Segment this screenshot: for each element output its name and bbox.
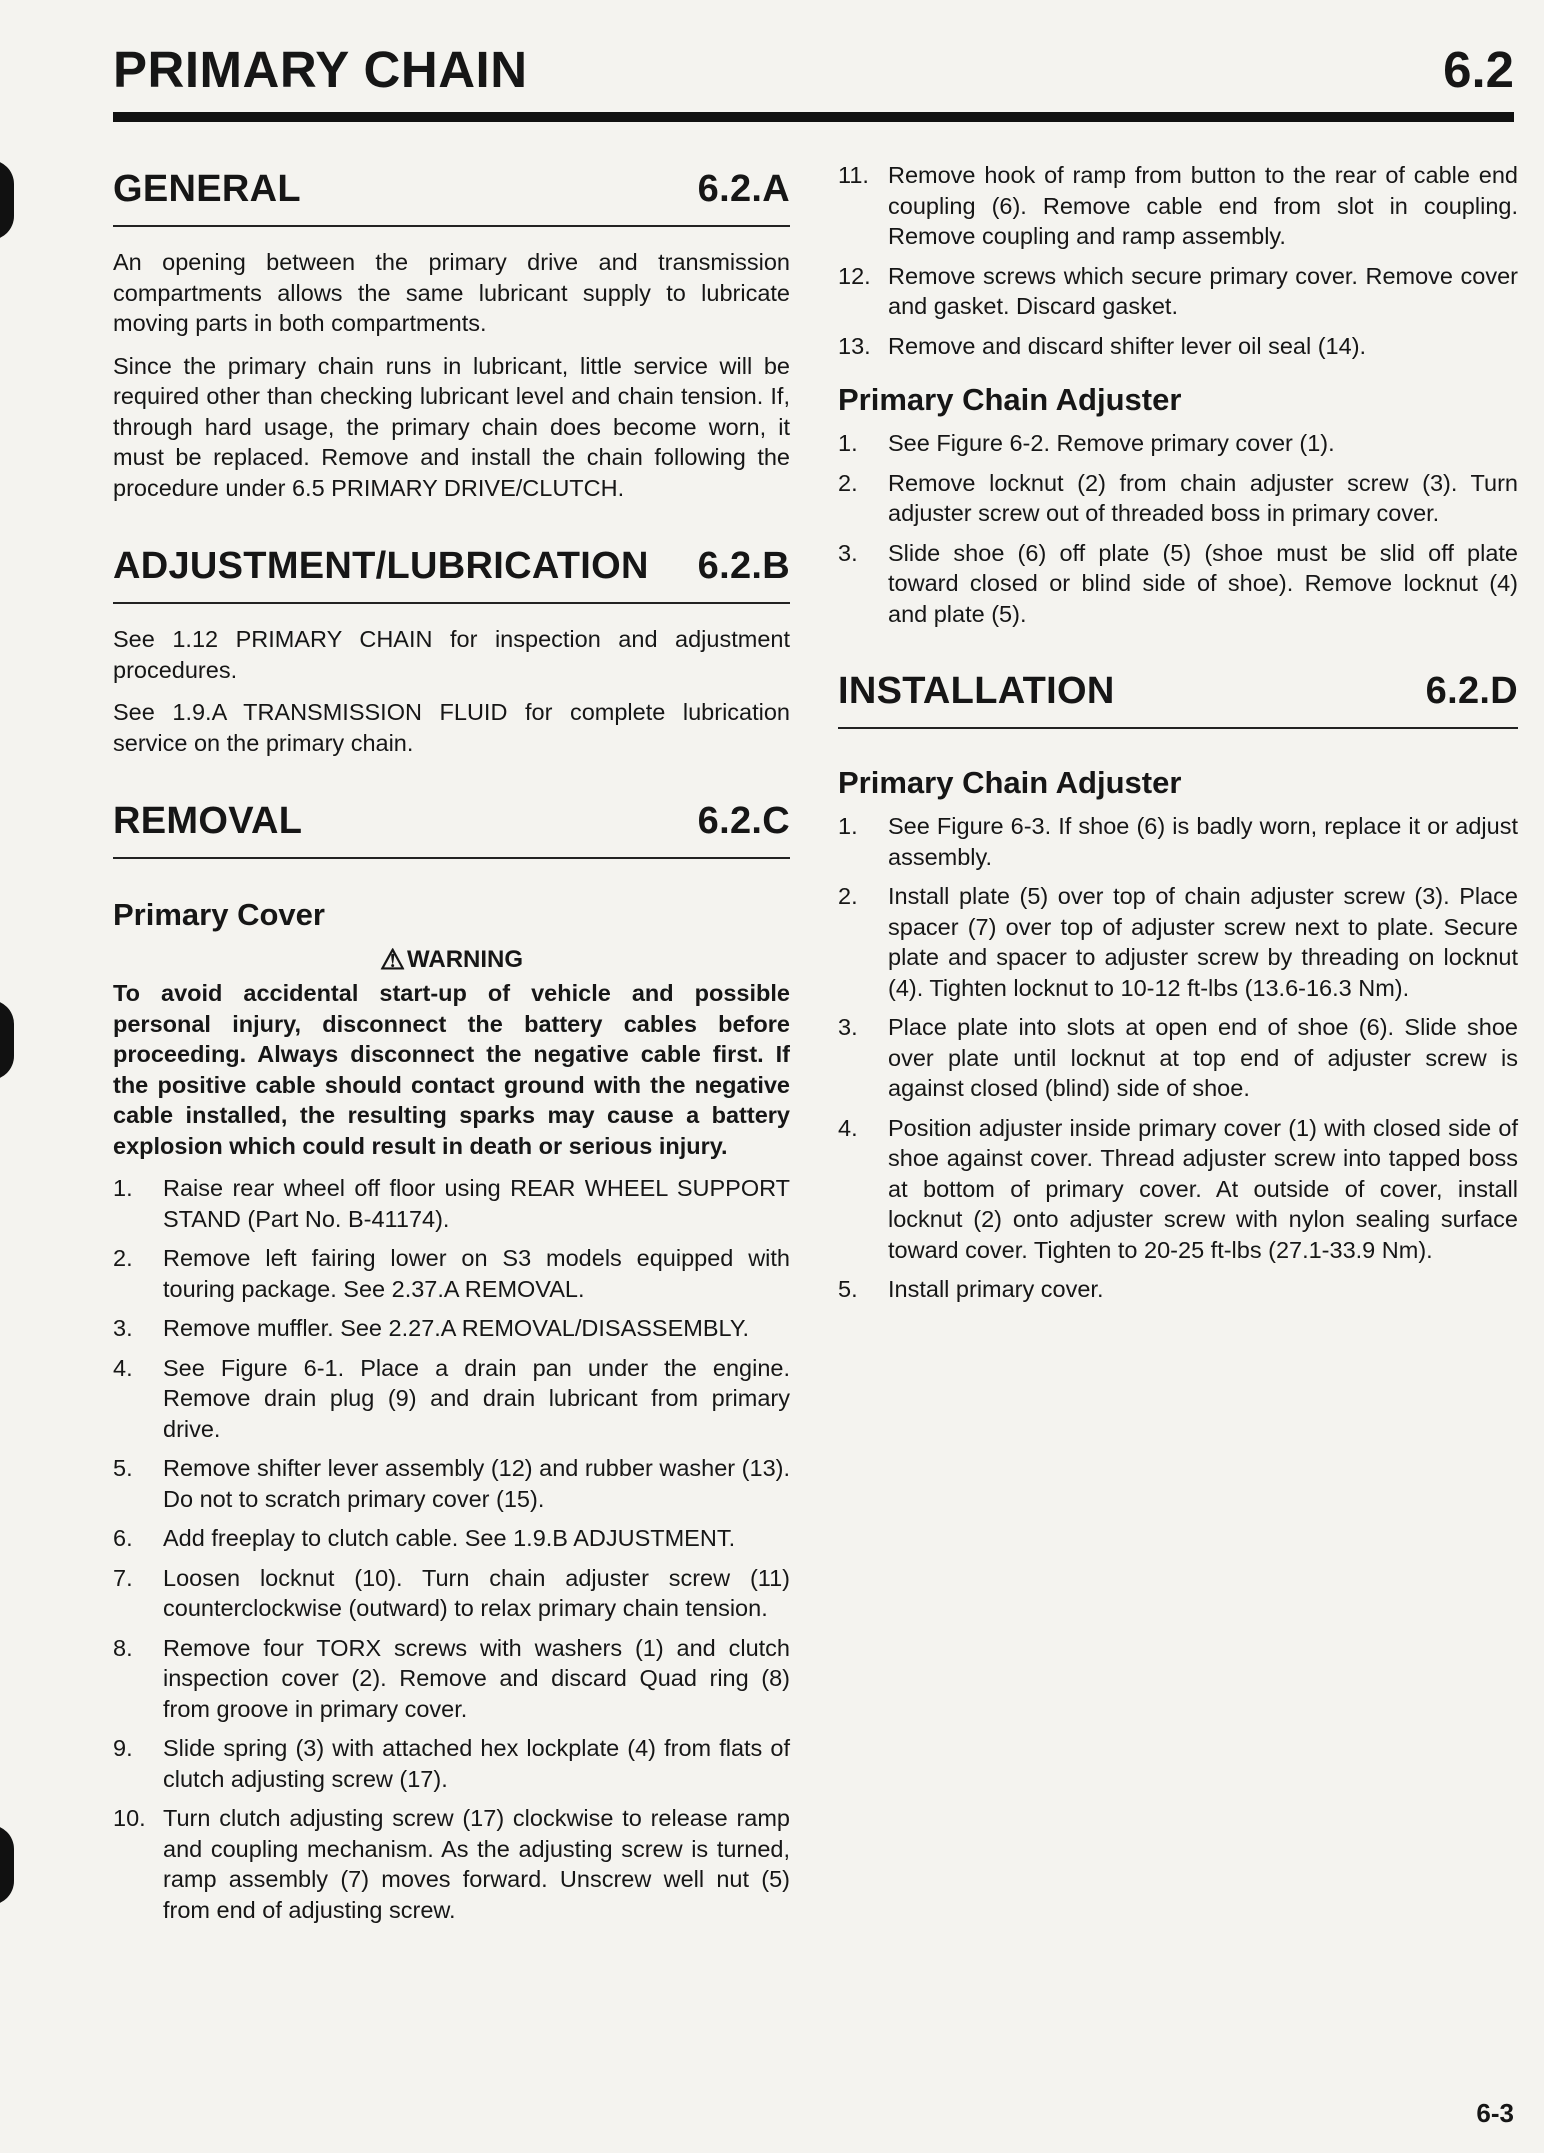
list-item bbox=[838, 428, 1518, 459]
step-number: 3. bbox=[838, 539, 858, 566]
page-number: 6-3 bbox=[1476, 2098, 1514, 2128]
step-number: 4. bbox=[113, 1354, 133, 1381]
step-number: 7. bbox=[113, 1564, 133, 1591]
binder-hole-bottom bbox=[0, 1825, 14, 1905]
step-number: 8. bbox=[113, 1634, 133, 1661]
warning-label: WARNING bbox=[407, 946, 524, 973]
step-number: 2. bbox=[838, 469, 858, 496]
step-number: 2. bbox=[838, 883, 858, 909]
section-general-title: GENERAL bbox=[113, 168, 301, 210]
list-item bbox=[838, 538, 1518, 630]
section-installation-heading bbox=[838, 670, 1518, 729]
step-number: 4. bbox=[838, 1114, 858, 1141]
section-installation-title: INSTALLATION bbox=[838, 670, 1115, 712]
list-item bbox=[113, 1563, 790, 1624]
step-text: Place plate into slots at open end of shoe (6). Slide shoe over plate until locknut at top end of adjuster screw is against closed (blind) side of shoe. bbox=[888, 1014, 1518, 1101]
list-item bbox=[838, 1012, 1518, 1104]
adjustment-paragraph-2: See 1.9.A TRANSMISSION FLUID for complete lubrication service on the primary chain. bbox=[113, 699, 790, 756]
page-title: PRIMARY CHAIN bbox=[113, 41, 528, 98]
step-number: 6. bbox=[113, 1525, 133, 1551]
list-item bbox=[113, 1173, 790, 1234]
step-text: Remove screws which secure primary cover. Remove cover and gasket. Discard gasket. bbox=[888, 262, 1518, 319]
list-item bbox=[113, 1243, 790, 1304]
warning-triangle-icon: ⚠ bbox=[379, 944, 406, 975]
warning-heading bbox=[113, 943, 790, 976]
installation-chain-adjuster-steps bbox=[838, 811, 1518, 1305]
step-text: Install primary cover. bbox=[888, 1276, 1104, 1302]
section-general-number: 6.2.A bbox=[697, 168, 790, 210]
section-removal-number: 6.2.C bbox=[697, 800, 790, 842]
step-number: 5. bbox=[113, 1455, 133, 1481]
step-number: 1. bbox=[113, 1175, 133, 1201]
removal-chain-adjuster-subtitle: Primary Chain Adjuster bbox=[838, 382, 1182, 417]
right-column bbox=[838, 160, 1518, 1314]
step-text: Remove left fairing lower on S3 models equipped with touring package. See 2.37.A REMOVAL. bbox=[163, 1245, 790, 1302]
step-text: Remove four TORX screws with washers (1) and clutch inspection cover (2). Remove and discard Quad ring (8) from groove in primary cover. bbox=[163, 1634, 790, 1722]
list-item bbox=[113, 1353, 790, 1445]
step-number: 11. bbox=[838, 162, 869, 188]
step-number: 10. bbox=[113, 1805, 146, 1831]
list-item bbox=[838, 468, 1518, 529]
step-text: Remove hook of ramp from button to the rear of cable end coupling (6). Remove cable end from slot in coupling. Remove coupling and ramp assembly. bbox=[888, 162, 1518, 249]
list-item bbox=[113, 1523, 790, 1554]
adjustment-paragraph-1: See 1.12 PRIMARY CHAIN for inspection and adjustment procedures. bbox=[113, 626, 790, 683]
removal-chain-adjuster-steps bbox=[838, 428, 1518, 629]
step-text: Loosen locknut (10). Turn chain adjuster screw (11) counterclockwise (outward) to relax primary chain tension. bbox=[163, 1564, 790, 1621]
section-removal-title: REMOVAL bbox=[113, 800, 303, 842]
primary-cover-subtitle: Primary Cover bbox=[113, 897, 325, 932]
removal-primary-cover-steps-continued bbox=[838, 160, 1518, 361]
general-paragraph-2: Since the primary chain runs in lubricant, little service will be required other than checking lubricant level and chain tension. If, through hard usage, the primary chain does become worn, it must be replaced. Remove and install the chain following the procedure under 6.5 PRIMARY DRIVE/CLUTCH. bbox=[113, 352, 790, 501]
list-item bbox=[838, 160, 1518, 252]
left-column bbox=[113, 160, 790, 1934]
section-adjustment-heading bbox=[113, 545, 790, 604]
step-number: 13. bbox=[838, 332, 871, 359]
step-number: 12. bbox=[838, 262, 871, 289]
step-text: Remove locknut (2) from chain adjuster screw (3). Turn adjuster screw out of threaded boss in primary cover. bbox=[888, 469, 1518, 526]
step-number: 1. bbox=[838, 430, 858, 456]
step-text: See Figure 6-1. Place a drain pan under the engine. Remove drain plug (9) and drain lubricant from primary drive. bbox=[163, 1354, 790, 1442]
binder-hole-top bbox=[0, 160, 14, 240]
list-item bbox=[113, 1803, 790, 1925]
step-number: 3. bbox=[838, 1014, 858, 1040]
step-number: 9. bbox=[113, 1735, 133, 1761]
list-item bbox=[838, 331, 1518, 362]
list-item bbox=[838, 881, 1518, 1003]
removal-primary-cover-steps bbox=[113, 1173, 790, 1925]
step-number: 5. bbox=[838, 1276, 858, 1302]
step-text: Remove muffler. See 2.27.A REMOVAL/DISASSEMBLY. bbox=[163, 1315, 750, 1341]
section-general-heading bbox=[113, 168, 790, 227]
list-item bbox=[838, 1274, 1518, 1305]
list-item bbox=[113, 1633, 790, 1725]
step-number: 1. bbox=[838, 813, 858, 839]
step-text: Remove shifter lever assembly (12) and rubber washer (13). Do not to scratch primary cover (15). bbox=[163, 1455, 790, 1512]
step-text: Raise rear wheel off floor using REAR WHEEL SUPPORT STAND (Part No. B-41174). bbox=[163, 1175, 790, 1232]
step-text: See Figure 6-2. Remove primary cover (1). bbox=[888, 430, 1335, 456]
list-item bbox=[838, 811, 1518, 872]
installation-chain-adjuster-subtitle: Primary Chain Adjuster bbox=[838, 765, 1182, 800]
list-item bbox=[113, 1733, 790, 1794]
section-adjustment-number: 6.2.B bbox=[697, 545, 790, 587]
list-item bbox=[113, 1453, 790, 1514]
step-text: Slide spring (3) with attached hex lockplate (4) from flats of clutch adjusting screw (17). bbox=[163, 1735, 790, 1792]
header-rule bbox=[113, 112, 1514, 122]
step-text: Position adjuster inside primary cover (1) with closed side of shoe against cover. Thread adjuster screw into tapped boss at bottom of primary cover. At outside of cover, install locknut (2) onto adjuster screw with nylon sealing surface toward cover. Tighten to 20-25 ft-lbs (27.1-33.9 Nm). bbox=[888, 1114, 1518, 1263]
step-text: Remove and discard shifter lever oil seal (14). bbox=[888, 332, 1367, 359]
step-text: Add freeplay to clutch cable. See 1.9.B ADJUSTMENT. bbox=[163, 1525, 736, 1551]
step-text: Slide shoe (6) off plate (5) (shoe must be slid off plate toward closed or blind side of shoe). Remove locknut (4) and plate (5). bbox=[888, 539, 1518, 627]
list-item bbox=[113, 1313, 790, 1344]
general-paragraph-1: An opening between the primary drive and transmission compartments allows the same lubricant supply to lubricate moving parts in both compartments. bbox=[113, 249, 790, 336]
step-text: See Figure 6-3. If shoe (6) is badly worn, replace it or adjust assembly. bbox=[888, 813, 1518, 870]
section-adjustment-title: ADJUSTMENT/LUBRICATION bbox=[113, 545, 649, 587]
step-number: 3. bbox=[113, 1315, 133, 1341]
step-number: 2. bbox=[113, 1245, 133, 1271]
list-item bbox=[838, 1113, 1518, 1266]
section-number: 6.2 bbox=[1443, 41, 1514, 98]
list-item bbox=[838, 261, 1518, 322]
section-removal-heading bbox=[113, 800, 790, 859]
warning-text: To avoid accidental start-up of vehicle and possible personal injury, disconnect the battery cables before proceeding. Always disconnect the negative cable first. If the positive cable should contact ground with the negative cable installed, the resulting sparks may cause a battery explosion which could result in death or serious injury. bbox=[113, 980, 790, 1159]
step-text: Install plate (5) over top of chain adjuster screw (3). Place spacer (7) over top of adjuster screw next to plate. Secure plate and spacer to adjuster screw by threading on locknut (4). Tighten locknut to 10-12 ft-lbs (13.6-16.3 Nm). bbox=[888, 883, 1518, 1001]
step-text: Turn clutch adjusting screw (17) clockwise to release ramp and coupling mechanism. As the adjusting screw is turned, ramp assembly (7) moves forward. Unscrew well nut (5) from end of adjusting screw. bbox=[163, 1805, 790, 1923]
binder-hole-middle bbox=[0, 1000, 14, 1080]
section-installation-number: 6.2.D bbox=[1425, 670, 1518, 712]
